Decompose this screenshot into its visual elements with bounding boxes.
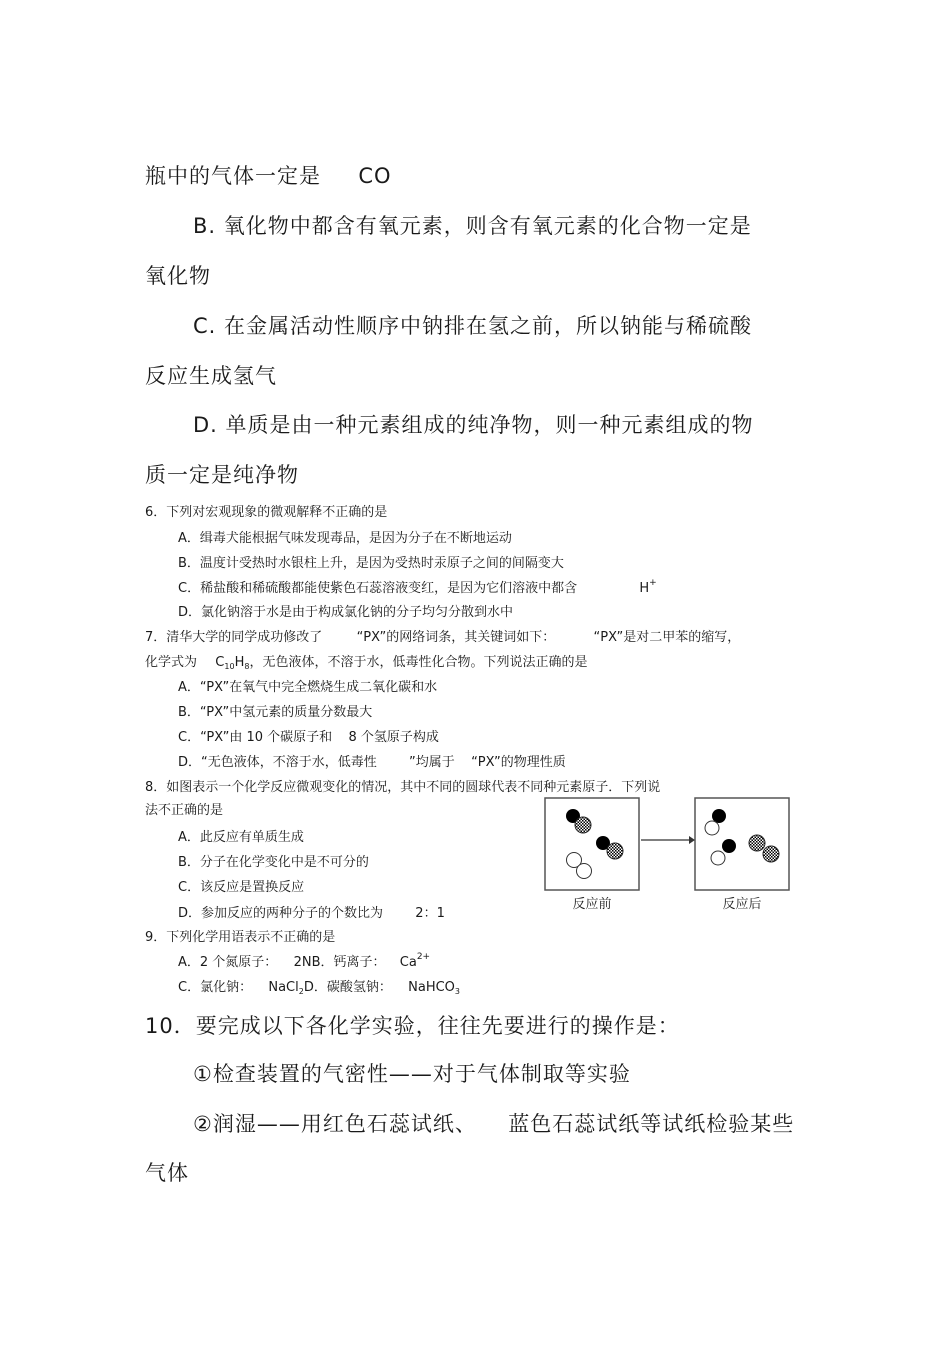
formula-co: CO — [358, 164, 392, 188]
line-bottle-gas — [145, 160, 392, 190]
q6-option-a: A．缉毒犬能根据气味发现毒品，是因为分子在不断地运动 — [178, 531, 512, 546]
q8-option-d-text: D．参加反应的两种分子的个数比为 — [178, 906, 384, 921]
after-box — [695, 798, 789, 890]
q9-options-cd — [178, 976, 460, 995]
q7-formula-c-sub: 10 — [224, 662, 235, 671]
molecule-white-white — [567, 853, 592, 879]
arrow-head-icon — [689, 836, 695, 844]
q7-option-d — [178, 751, 566, 770]
q9-stem: 9．下列化学用语表示不正确的是 — [145, 930, 336, 945]
q10-item1: ①检查装置的气密性——对于气体制取等实验 — [193, 1062, 631, 1086]
q8-option-d — [178, 902, 445, 921]
q7-option-b: B．“PX”中氢元素的质量分数最大 — [178, 705, 373, 720]
q9-option-a-label: A．2 个氮原子： — [178, 955, 278, 970]
q7-formula-c: C — [215, 655, 225, 670]
molecule-black-white-1 — [705, 809, 726, 835]
q7-stem-rest: ，无色液体，不溶于水，低毒性化合物。下列说法正确的是 — [249, 655, 588, 670]
molecule-black-checker-2 — [596, 836, 623, 859]
q10-item2 — [193, 1108, 794, 1138]
q9-options-ab — [178, 951, 430, 970]
q7-stem-part1: 7．清华大学的同学成功修改了 — [145, 630, 323, 645]
molecule-black-checker-1 — [566, 809, 591, 833]
q7-formula-h: H — [234, 655, 245, 670]
q8-option-a: A．此反应有单质生成 — [178, 830, 304, 845]
q7-option-d-part3: “PX”的物理性质 — [471, 755, 566, 770]
option-c: C. 在金属活动性顺序中钠排在氢之前，所以钠能与稀硫酸 — [193, 314, 753, 338]
label-after: 反应后 — [722, 897, 762, 912]
q9-option-c-label: C．氯化钠： — [178, 980, 253, 995]
q6-ion-charge: + — [649, 578, 657, 588]
text-bottle-gas: 瓶中的气体一定是 — [145, 164, 321, 188]
q6-stem: 6．下列对宏观现象的微观解释不正确的是 — [145, 505, 388, 520]
option-d: D. 单质是由一种元素组成的纯净物，则一种元素组成的物 — [193, 413, 754, 437]
reaction-diagram — [543, 796, 791, 914]
q6-ion-h: H — [639, 581, 650, 596]
q7-option-c-part2: 8 个氢原子构成 — [348, 730, 439, 745]
q6-option-c — [178, 577, 657, 596]
q7-option-a: A．“PX”在氧气中完全燃烧生成二氧化碳和水 — [178, 680, 438, 695]
option-c-cont: 反应生成氢气 — [145, 364, 277, 388]
q10-item2-part2: 蓝色石蕊试纸等试纸检验某些 — [508, 1112, 795, 1136]
q9-nahco-sub: 3 — [454, 987, 461, 996]
q9-option-d-label: D．碳酸氢钠： — [303, 980, 392, 995]
before-box — [545, 798, 639, 890]
q8-option-c: C．该反应是置换反应 — [178, 880, 305, 895]
option-d-cont: 质一定是纯净物 — [145, 463, 299, 487]
q9-calcium: Ca — [399, 955, 417, 970]
q6-option-c-text: C．稀盐酸和稀硫酸都能使紫色石蕊溶液变红，是因为它们溶液中都含 — [178, 581, 578, 596]
molecule-checker-checker — [749, 835, 779, 862]
q9-calcium-charge: 2+ — [416, 952, 431, 962]
q8-stem-line1: 8．如图表示一个化学反应微观变化的情况，其中不同的圆球代表不同种元素原子．下列说 — [145, 780, 661, 795]
q8-option-b: B．分子在化学变化中是不可分的 — [178, 855, 369, 870]
q8-ratio: 2：1 — [415, 906, 445, 921]
q7-stem-part3: “PX”是对二甲苯的缩写， — [593, 630, 741, 645]
q7-option-c — [178, 726, 439, 745]
q9-option-ab-text: 2NB．钙离子： — [293, 955, 386, 970]
q10-item2-part1: ②润湿——用红色石蕊试纸、 — [193, 1112, 477, 1136]
molecule-black-white-2 — [711, 839, 736, 865]
q7-formula-h-sub: 8 — [244, 662, 250, 671]
q7-option-c-part1: C．“PX”由 10 个碳原子和 — [178, 730, 333, 745]
q7-formula-label: 化学式为 — [145, 655, 198, 670]
q9-nacl: NaCl — [268, 980, 299, 995]
q9-nahco: NaHCO — [408, 980, 455, 995]
q10-item2-cont: 气体 — [145, 1161, 189, 1185]
q7-stem-part2: “PX”的网络词条，其关键词如下： — [356, 630, 556, 645]
q6-option-b: B．温度计受热时水银柱上升，是因为受热时汞原子之间的间隔变大 — [178, 556, 564, 571]
q7-stem-line1 — [145, 626, 740, 645]
option-b: B. 氧化物中都含有氧元素，则含有氧元素的化合物一定是 — [193, 214, 752, 238]
option-b-cont: 氧化物 — [145, 264, 211, 288]
label-before: 反应前 — [572, 897, 612, 912]
q6-option-d: D．氯化钠溶于水是由于构成氯化钠的分子均匀分散到水中 — [178, 605, 514, 620]
q10-stem: 10．要完成以下各化学实验，往往先要进行的操作是： — [145, 1014, 680, 1038]
q9-nacl-sub: 2 — [298, 987, 304, 996]
q7-option-d-part2: ”均属于 — [409, 755, 455, 770]
q8-stem-line2: 法不正确的是 — [145, 803, 224, 818]
q7-stem-line2 — [145, 651, 587, 670]
q7-option-d-part1: D．“无色液体，不溶于水，低毒性 — [178, 755, 377, 770]
